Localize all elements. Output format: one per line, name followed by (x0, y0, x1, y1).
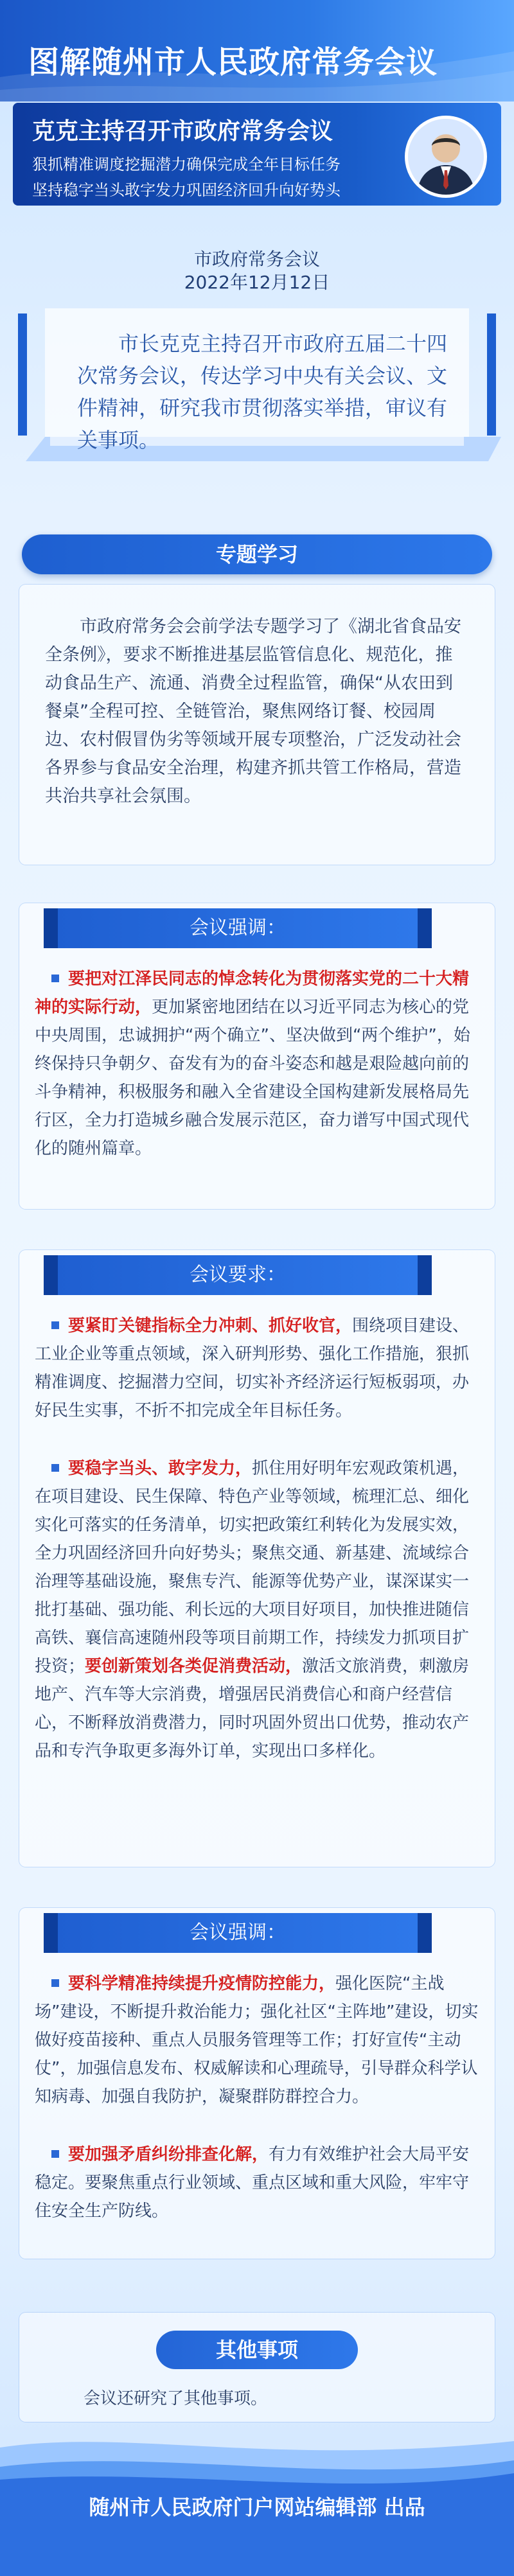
section-2-tag (58, 1255, 418, 1295)
topic-card (19, 585, 495, 865)
section-3-text-1: 强化医院“主战场”建设，不断提升救治能力；强化社区“主阵地”建设，切实做好疫苗接种、重点人员服务管理等工作；打好宣传“主动仗”，加强信息发布、权威解读和心理疏导，引导群众科学认知病毒、加强自我防护，凝聚群防群控合力。 (35, 1974, 479, 2106)
other-text: 会议还研究了其他事项。 (84, 2389, 268, 2408)
section-2-highlight-3: 要创新策划各类促消费活动， (85, 1657, 303, 1676)
page-title: 图解随州市人民政府常务会议 (28, 44, 438, 80)
section-2-highlight-2: 要稳字当头、敢字发力， (68, 1459, 253, 1478)
bullet-icon (51, 1321, 59, 1329)
other-label: 其他事项 (215, 2338, 298, 2362)
section-2-label: 会议要求： (190, 1264, 286, 1286)
other-tag (156, 2331, 358, 2369)
section-2-highlight-1: 要紧盯关键指标全力冲刺、抓好收官， (68, 1316, 353, 1336)
lead-title: 克克主持召开市政府常务会议 (32, 118, 333, 145)
section-3-paragraph-2 (35, 2140, 479, 2225)
section-2-paragraph-1 (35, 1312, 479, 1425)
section-3-highlight-2: 要加强矛盾纠纷排查化解， (68, 2145, 269, 2164)
section-3-paragraph-1 (35, 1970, 479, 2111)
topic-text: 市政府常务会会前学法专题学习了《湖北省食品安全条例》，要求不断推进基层监管信息化、规范化，推动食品生产、流通、消费全过程监管，确保“从农田到餐桌”全程可控、全链管治，聚焦网络订餐、校园周边、农村假冒伪劣等领域开展专项整治，广泛发动社会各界参与食品安全治理，构建齐抓共管工作格局，营造共治共享社会氛围。 (45, 617, 461, 806)
section-1-paragraph (35, 965, 479, 1163)
section-3-highlight-1: 要科学精准持续提升疫情防控能力， (68, 1974, 336, 1993)
section-2-text-1: 围绕项目建设、工业企业等重点领域，深入研判形势、强化工作措施，狠抓精准调度、挖掘潜力空间，切实补齐经济运行短板弱项，办好民生实事，不折不扣完成全年目标任务。 (35, 1316, 470, 1420)
section-3-label: 会议强调： (190, 1921, 286, 1944)
meeting-date: 2022年12月12日 (184, 272, 330, 293)
bullet-icon (51, 2150, 59, 2158)
section-2-paragraph-2 (35, 1454, 479, 1765)
section-1-label: 会议强调： (190, 917, 286, 939)
lead-subtitle-2: 坚持稳字当头敢字发力巩固经济回升向好势头 (32, 181, 341, 199)
section-1-tag (58, 908, 418, 948)
bullet-icon (51, 1979, 59, 1987)
section-2-text-3: 激活文旅消费，刺激房地产、汽车等大宗消费，增强居民消费信心和商户经营信心，不断释放消费潜力，同时巩固外贸出口优势，推动农产品和专汽争取更多海外订单，实现出口多样化。 (35, 1657, 470, 1761)
section-3-tag (58, 1913, 418, 1953)
avatar (405, 116, 487, 198)
meeting-name: 市政府常务会议 (193, 249, 320, 270)
footer-text: 随州市人民政府门户网站编辑部 出品 (89, 2495, 425, 2519)
lead-subtitle-1: 狠抓精准调度挖掘潜力确保完成全年目标任务 (32, 155, 341, 173)
section-1-text: 更加紧密地团结在以习近平同志为核心的党中央周围，忠诚拥护“两个确立”、坚决做到“两个维护”，始终保持只争朝夕、奋发有为的奋斗姿态和越是艰险越向前的斗争精神，积极服务和融入全省建设全国构建新发展格局先行区，全力打造城乡融合发展示范区，奋力谱写中国式现代化的随州篇章。 (35, 998, 470, 1158)
section-2-text-2: 抓住用好明年宏观政策机遇，在项目建设、民生保障、特色产业等领域，梳理汇总、细化实化可落实的任务清单，切实把政策红利转化为发展实效，全力巩固经济回升向好势头；聚焦交通、新基建、流域综合治理等基础设施，聚焦专汽、能源等优势产业，谋深谋实一批打基础、强功能、利长远的大项目好项目，加快推进随信高铁、襄信高速随州段等项目前期工作，持续发力抓项目扩投资； (35, 1459, 470, 1676)
intro-block (13, 308, 501, 452)
topic-bar (22, 534, 492, 574)
intro-text: 市长克克主持召开市政府五届二十四次常务会议，传达学习中央有关会议、文件精神，研究我市贯彻落实举措，审议有关事项。 (77, 331, 448, 452)
bullet-icon (51, 1464, 59, 1472)
section-3-text-2: 有力有效维护社会大局平安稳定。要聚焦重点行业领域、重点区域和重大风险，牢牢守住安全生产防线。 (35, 2145, 470, 2221)
topic-title: 专题学习 (215, 542, 298, 567)
section-1-highlight: 要把对江泽民同志的悼念转化为贯彻落实党的二十大精神的实际行动， (35, 969, 470, 1017)
bullet-icon (51, 975, 59, 982)
